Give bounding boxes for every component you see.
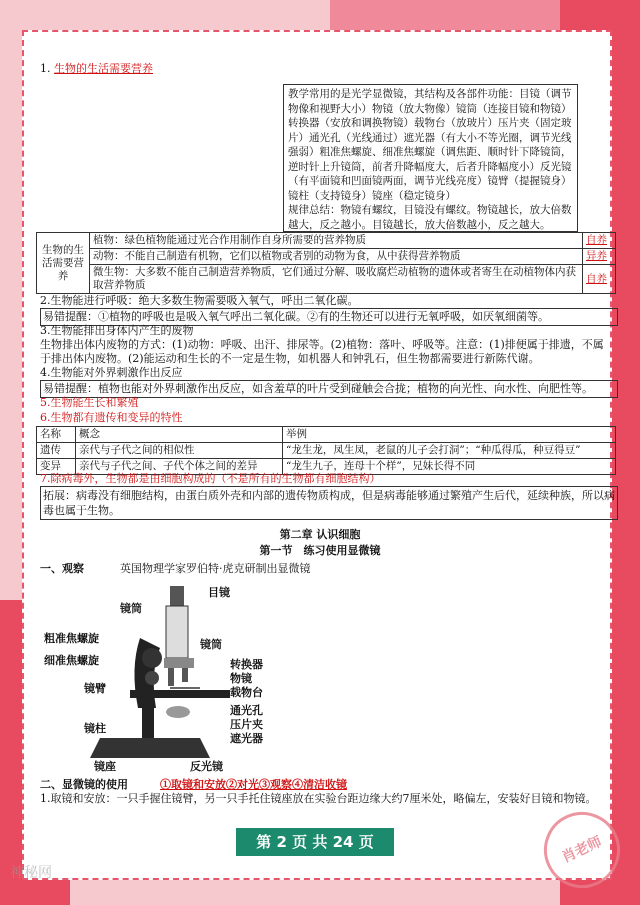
objective-2-shape (182, 668, 188, 682)
nosepiece-shape (164, 658, 194, 668)
microscope-structure-text: 教学常用的是光学显微镜，其结构及各部件功能：目镜（调节物像和视野大小）物镜（放大物像）镜筒（连接目镜和物镜）转换器（安放和调换物镜）载物台（放玻片）压片夹（固定玻片）通光孔（光线通过）遮光器（有大小不等光圈，调节光线强弱）粗准焦螺旋、细准焦螺旋（调焦距、顺时针下降镜筒，逆时针上升镜筒，前者升降幅度大，后者升降幅度小）反光镜（有平面镜和凹面镜两面，调节光线亮度）镜臂（提握镜身）镜柱（支持镜身）镜座（稳定镜身） (288, 88, 572, 202)
coarse-knob-shape (142, 648, 162, 668)
microscope-structure-box (283, 84, 578, 232)
nutrition-plant-tag: 自养 (583, 233, 616, 249)
tube-shape (166, 606, 188, 658)
label-base: 镜座 (94, 760, 116, 773)
stamp: 肖老师 (532, 800, 633, 901)
objective-1-shape (168, 668, 174, 686)
page-indicator: 第 2 页 共 24 页 (236, 828, 394, 856)
label-clip: 压片夹 (230, 718, 263, 731)
gen-row-heredity-name: 遗传 (37, 443, 76, 459)
section-title: 第一节 练习使用显微镜 (259, 544, 381, 557)
nutrition-animal-tag: 异养 (583, 249, 616, 265)
nutrition-microbe: 微生物：大多数不能自己制造营养物质，它们通过分解、吸收腐烂动植物的遗体或者寄生在动植物体内获取营养物质 (90, 265, 583, 294)
observe-label: 一、观察 (40, 562, 84, 575)
observe-text: 英国物理学家罗伯特·虎克研制出显微镜 (120, 562, 311, 575)
fine-knob-shape (145, 671, 159, 685)
watermark: 神秘网 (10, 865, 52, 881)
label-arm: 镜臂 (84, 682, 106, 695)
nutrition-table (36, 232, 616, 294)
pillar-shape (142, 698, 154, 738)
use-steps: ①取镜和安放②对光③观察④清洁收镜 (160, 778, 347, 791)
label-tube-left: 镜筒 (120, 602, 142, 615)
nutrition-animal: 动物：不能自己制造有机物，它们以植物或者别的动物为食，从中获得营养物质 (90, 249, 583, 265)
label-mirror: 反光镜 (190, 760, 223, 773)
gen-header-name: 名称 (37, 427, 76, 443)
mirror-shape (166, 706, 190, 718)
label-fine: 细准焦螺旋 (44, 654, 99, 667)
label-pillar: 镜柱 (84, 722, 106, 735)
nutrition-microbe-tag: 自养 (583, 265, 616, 294)
gen-header-example: 举例 (283, 427, 616, 443)
genetics-table (36, 426, 616, 475)
section7-extension: 拓展：病毒没有细胞结构，由蛋白质外壳和内部的遗传物质构成，但是病毒能够通过繁殖产生后代，延续种族，所以病毒也属于生物。 (40, 486, 618, 520)
stage-shape (130, 690, 230, 698)
label-aperture: 通光孔 (230, 704, 263, 717)
section7: 7.除病毒外，生物都是由细胞构成的（不是所有的生物都有细胞结构） (40, 472, 381, 485)
section1-heading (40, 62, 153, 76)
label-objective: 物镜 (230, 672, 252, 685)
section4: 4.生物能对外界刺激作出反应 (40, 366, 183, 379)
label-stage: 载物台 (230, 686, 263, 699)
gen-row-variation-example: “龙生九子，连母十个样”，兄妹长得不同 (283, 459, 616, 475)
label-tube-right: 镜筒 (200, 638, 222, 651)
section2-tip: 易错提醒：①植物的呼吸也是吸入氧气呼出二氧化碳。②有的生物还可以进行无氧呼吸，如厌氧细菌等。 (40, 308, 618, 326)
label-nosepiece: 转换器 (230, 658, 263, 671)
use-title: 二、显微镜的使用 (40, 778, 128, 791)
nutrition-row-header: 生物的生活需要营养 (37, 233, 90, 294)
gen-row-heredity-example: “龙生龙，凤生凤，老鼠的儿子会打洞”；“种瓜得瓜，种豆得豆” (283, 443, 616, 459)
gen-header-concept: 概念 (76, 427, 283, 443)
label-coarse: 粗准焦螺旋 (44, 632, 99, 645)
gen-row-heredity-concept: 亲代与子代之间的相似性 (76, 443, 283, 459)
gen-row-variation-concept: 亲代与子代之间、子代个体之间的差异 (76, 459, 283, 475)
label-diaphragm: 遮光器 (230, 732, 263, 745)
chapter-title: 第二章 认识细胞 (279, 528, 361, 541)
section3-detail: 生物排出体内废物的方式：(1)动物：呼吸、出汗、排尿等。(2)植物：落叶、呼吸等。注意：(1)排便属于排遗，不属于排出体内废物。(2)能运动和生长的不一定是生物，如机器人和钟乳石，但生物都需要进行新陈代谢。 (40, 338, 604, 365)
microscope-diagram (60, 578, 320, 778)
section4-tip: 易错提醒：植物也能对外界刺激作出反应，如含羞草的叶片受到碰触会合拢；植物的向光性、向水性、向肥性等。 (40, 380, 618, 398)
gen-row-variation-name: 变异 (37, 459, 76, 475)
section3: 3.生物能排出身体内产生的废物 (40, 324, 194, 337)
section2: 2.生物能进行呼吸：绝大多数生物需要吸入氧气，呼出二氧化碳。 (40, 294, 359, 307)
label-eyepiece: 目镜 (208, 586, 230, 599)
section1-num: 1. (40, 62, 51, 75)
nutrition-plant: 植物：绿色植物能通过光合作用制作自身所需要的营养物质 (90, 233, 583, 249)
eyepiece-shape (170, 586, 184, 606)
section6: 6.生物都有遗传和变异的特性 (40, 411, 183, 424)
base-shape (90, 738, 210, 758)
use-text: 1.取镜和安放：一只手握住镜臂，另一只手托住镜座放在实验台距边缘大约7厘米处，略偏左，安装好目镜和物镜。 (40, 792, 597, 805)
rule-summary: 规律总结：物镜有螺纹，目镜没有螺纹。物镜越长，放大倍数越大，反之越小。目镜越长，放大倍数越小，反之越大。 (288, 204, 572, 231)
section1-title: 生物的生活需要营养 (54, 62, 153, 75)
section5: 5.生物能生长和繁殖 (40, 396, 139, 409)
